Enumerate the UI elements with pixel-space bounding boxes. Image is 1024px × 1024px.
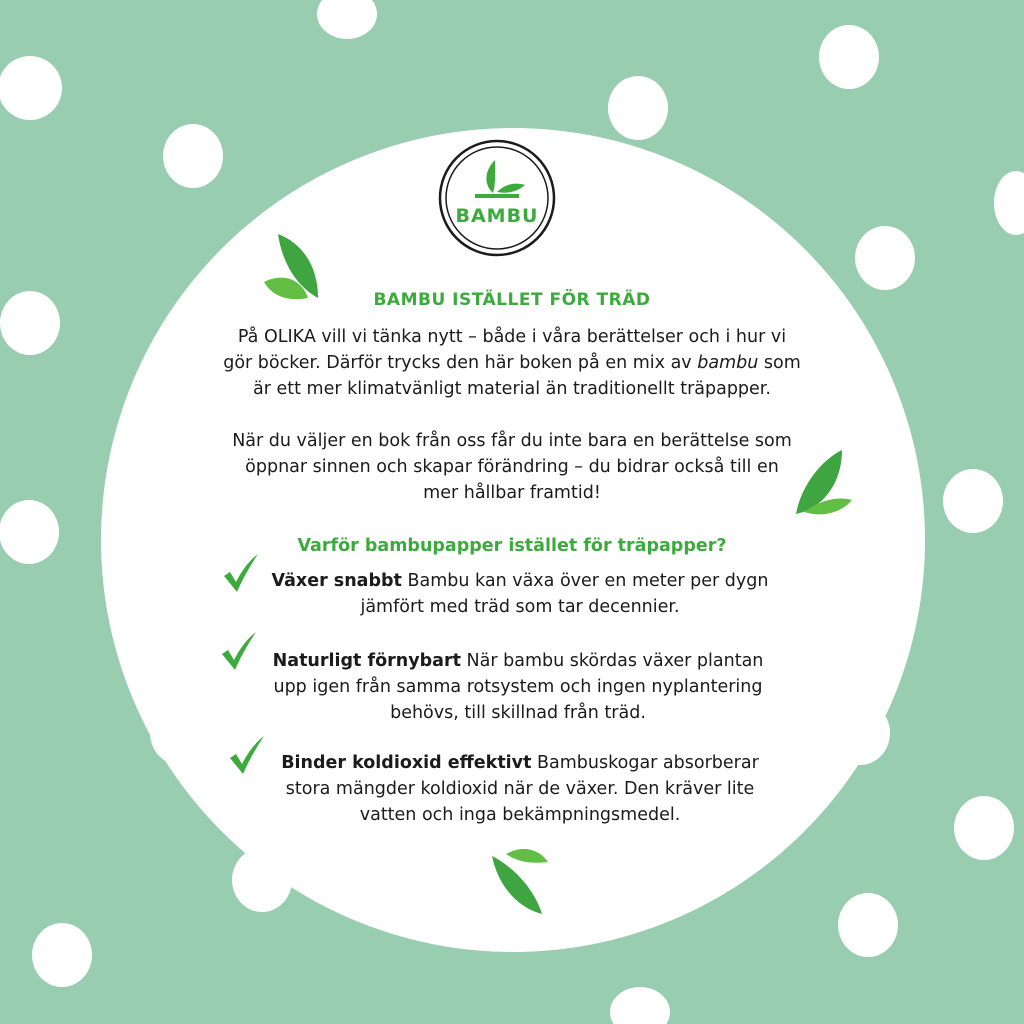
logo-text: BAMBU [455,205,539,227]
intro-line: På OLIKA vill vi tänka nytt – både i våra berättelser och i hur vi [237,327,787,347]
emphasis-bambu: bambu [697,353,759,373]
dot [608,76,668,140]
paragraph-line: När du väljer en bok från oss får du inte bara en berättelse som [232,431,792,451]
benefit-item [230,568,810,620]
intro-paragraph [0,324,1024,402]
benefit-text: När bambu skördas växer plantan [466,651,764,671]
benefit-item [238,648,798,726]
benefit-text: jämfört med träd som tar decennier. [360,597,680,617]
dot [838,893,898,957]
benefit-title: Naturligt förnybart [272,651,461,671]
benefit-text: upp igen från samma rotsystem och ingen nyplantering [273,677,763,697]
dot [819,25,879,89]
section-heading: BAMBU ISTÄLLET FÖR TRÄD [373,290,651,310]
second-paragraph [0,428,1024,506]
benefit-text: vatten och inga bekämpningsmedel. [359,805,681,825]
dot [954,796,1014,860]
benefit-text: stora mängder koldioxid när de växer. Den kräver lite [285,779,755,799]
dot [0,56,62,120]
dot [855,226,915,290]
benefit-item [250,750,790,828]
dot [32,923,92,987]
intro-line: är ett mer klimatvänligt material än traditionellt träpapper. [253,379,771,399]
benefit-title: Binder koldioxid effektivt [281,753,532,773]
intro-line: gör böcker. Därför trycks den här boken på en mix av bambu som [223,353,801,373]
paragraph-line: mer hållbar framtid! [423,483,601,503]
benefit-text: Bambuskogar absorberar [537,753,759,773]
benefit-text: Bambu kan växa över en meter per dygn [407,571,769,591]
subheading: Varför bambupapper istället för träpapper? [297,536,727,556]
benefit-text: behövs, till skillnad från träd. [390,703,646,723]
benefit-title: Växer snabbt [271,571,402,591]
dot [163,124,223,188]
paragraph-line: öppnar sinnen och skapar förändring – du bidrar också till en [245,457,779,477]
